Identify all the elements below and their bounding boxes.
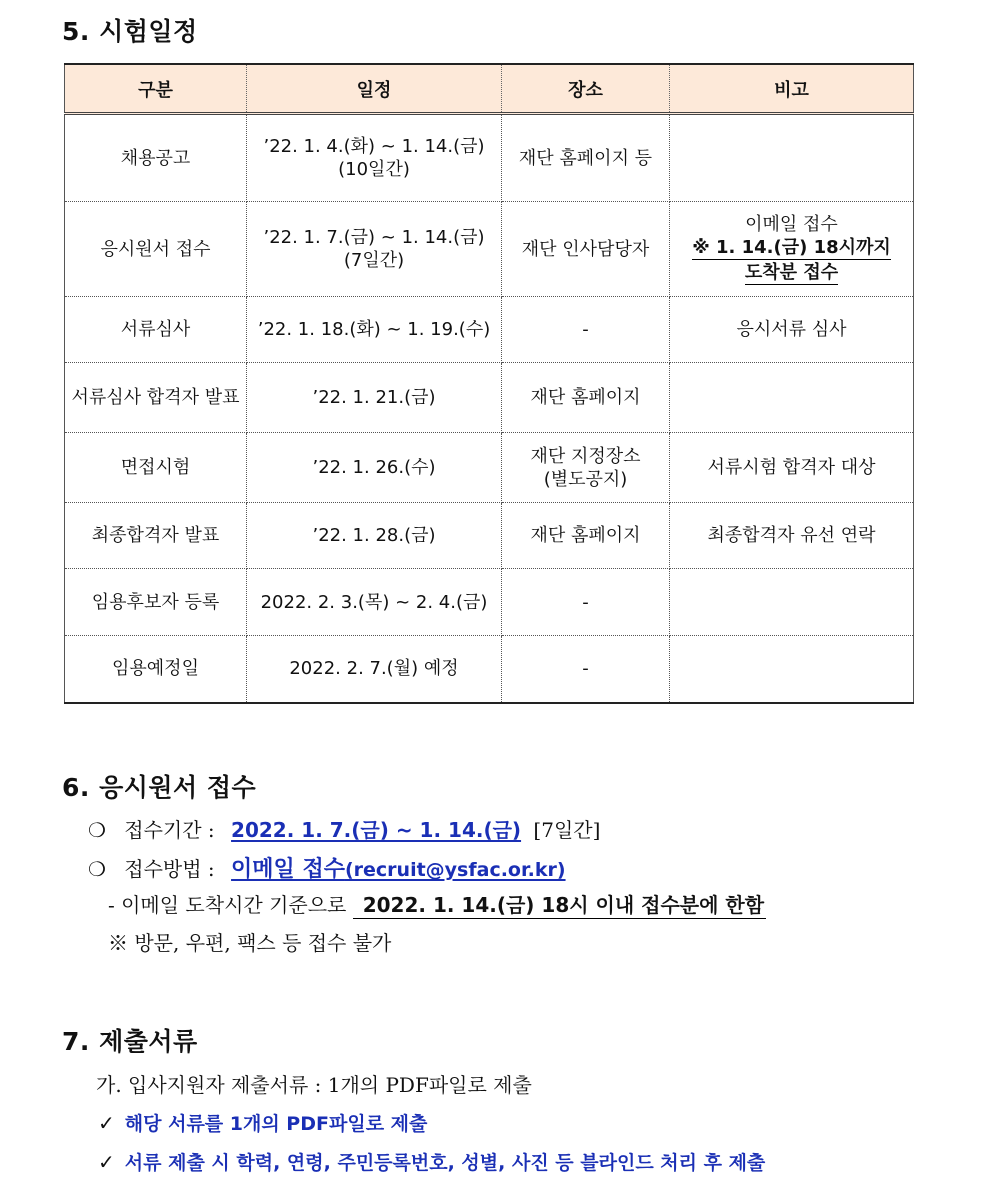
note-text: 서류시험 합격자 대상 — [707, 457, 876, 478]
header-category: 구분 — [65, 64, 247, 114]
section-6-title: 6. 응시원서 접수 — [62, 773, 257, 802]
cell-note — [670, 433, 914, 503]
place-text: 재단 인사담당자 — [521, 238, 650, 260]
cell-note — [670, 569, 914, 636]
cell-category — [65, 569, 247, 636]
schedule-text: 2022. 2. 3.(목) ~ 2. 4.(금) — [260, 591, 488, 613]
table-row — [65, 636, 914, 703]
table-row — [65, 433, 914, 503]
period-label: 접수기간 : — [124, 818, 215, 842]
table-row — [65, 569, 914, 636]
check-text-2: 서류 제출 시 학력, 연령, 주민등록번호, 성별, 사진 등 블라인드 처리 후 제출 — [124, 1152, 766, 1174]
cell-category — [65, 202, 247, 297]
header-schedule: 일정 — [247, 64, 502, 114]
table-row — [65, 114, 914, 202]
cell-schedule — [247, 202, 502, 297]
note-text: 이메일 접수 — [745, 214, 838, 235]
header-note: 비고 — [670, 64, 914, 114]
table-row — [65, 297, 914, 363]
section-5-title: 5. 시험일정 — [62, 17, 198, 46]
note-text: 최종합격자 유선 연락 — [707, 525, 876, 546]
schedule-text: ’22. 1. 4.(화) ~ 1. 14.(금) — [263, 136, 485, 157]
section-7-title: 7. 제출서류 — [62, 1027, 198, 1056]
schedule-text: ’22. 1. 18.(화) ~ 1. 19.(수) — [257, 319, 491, 340]
place-text: 재단 홈페이지 — [530, 525, 641, 546]
cell-schedule — [247, 503, 502, 569]
cell-place — [502, 636, 670, 703]
check-text-1: 해당 서류를 1개의 PDF파일로 제출 — [124, 1113, 428, 1135]
cell-place — [502, 202, 670, 297]
method-value — [231, 857, 566, 882]
checkmark-icon: ✓ — [98, 1150, 115, 1174]
schedule-text: ’22. 1. 28.(금) — [312, 525, 436, 546]
cell-place — [502, 114, 670, 202]
header-place: 장소 — [502, 64, 670, 114]
note-deadline: ※ 1. 14.(금) 18시까지 — [692, 237, 891, 258]
no-other-submission-note: ※ 방문, 우편, 팩스 등 접수 불가 — [108, 931, 392, 955]
check-line-1 — [98, 1109, 427, 1136]
cell-note — [670, 636, 914, 703]
deadline-value: 2022. 1. 14.(금) 18시 이내 접수분에 한함 — [353, 893, 766, 919]
application-period-line — [88, 814, 600, 843]
note-text: 응시서류 심사 — [736, 319, 847, 340]
cell-category — [65, 503, 247, 569]
category-text: 응시원서 접수 — [100, 238, 211, 260]
period-value: 2022. 1. 7.(금) ~ 1. 14.(금) — [231, 818, 522, 842]
schedule-text: ’22. 1. 26.(수) — [312, 457, 436, 478]
schedule-text: ’22. 1. 7.(금) ~ 1. 14.(금) — [263, 227, 485, 248]
cell-schedule — [247, 433, 502, 503]
cell-schedule — [247, 114, 502, 202]
method-label: 접수방법 : — [124, 857, 215, 881]
cell-schedule — [247, 636, 502, 703]
note-arrival: 도착분 접수 — [744, 262, 839, 283]
cell-note — [670, 114, 914, 202]
schedule-text: ’22. 1. 21.(금) — [312, 387, 436, 408]
schedule-text: 2022. 2. 7.(월) 예정 — [289, 658, 459, 680]
submission-item-a: 가. 입사지원자 제출서류 : 1개의 PDF파일로 제출 — [96, 1073, 532, 1097]
cell-place — [502, 363, 670, 433]
schedule-duration: (7일간) — [343, 250, 405, 271]
place-text: 재단 홈페이지 — [530, 387, 641, 408]
place-text: 재단 지정장소 — [530, 445, 641, 467]
cell-schedule — [247, 363, 502, 433]
table-row — [65, 363, 914, 433]
cell-place — [502, 503, 670, 569]
application-method-line — [88, 852, 566, 883]
cell-note — [670, 503, 914, 569]
cell-category — [65, 297, 247, 363]
category-text: 서류심사 합격자 발표 — [71, 387, 240, 408]
table-row — [65, 202, 914, 297]
cell-note — [670, 363, 914, 433]
email-deadline-line — [108, 889, 766, 918]
place-text: - — [582, 319, 589, 340]
cell-place — [502, 433, 670, 503]
deadline-prefix: - 이메일 도착시간 기준으로 — [108, 893, 347, 917]
cell-category — [65, 636, 247, 703]
cell-place — [502, 297, 670, 363]
cell-place — [502, 569, 670, 636]
schedule-duration: (10일간) — [338, 159, 410, 180]
cell-category — [65, 363, 247, 433]
place-text: - — [582, 658, 589, 680]
category-text: 임용예정일 — [112, 658, 199, 680]
cell-schedule — [247, 569, 502, 636]
category-text: 서류심사 — [120, 319, 191, 340]
schedule-table — [64, 63, 914, 704]
category-text: 면접시험 — [120, 457, 191, 478]
circle-bullet-icon: ❍ — [88, 818, 106, 842]
check-line-2 — [98, 1148, 765, 1175]
cell-note — [670, 297, 914, 363]
place-text: 재단 홈페이지 등 — [518, 147, 653, 169]
method-email: (recruit@ysfac.or.kr) — [344, 859, 566, 881]
category-text: 채용공고 — [120, 147, 191, 169]
cell-category — [65, 433, 247, 503]
category-text: 최종합격자 발표 — [91, 525, 220, 546]
circle-bullet-icon: ❍ — [88, 857, 106, 881]
table-header-row — [65, 64, 914, 114]
category-text: 임용후보자 등록 — [91, 591, 220, 613]
cell-category — [65, 114, 247, 202]
period-suffix: [7일간] — [533, 818, 601, 842]
table-row — [65, 503, 914, 569]
cell-schedule — [247, 297, 502, 363]
method-value-main: 이메일 접수 — [231, 857, 345, 882]
place-subtext: (별도공지) — [543, 468, 628, 490]
place-text: - — [582, 591, 589, 613]
checkmark-icon: ✓ — [98, 1111, 115, 1135]
cell-note — [670, 202, 914, 297]
